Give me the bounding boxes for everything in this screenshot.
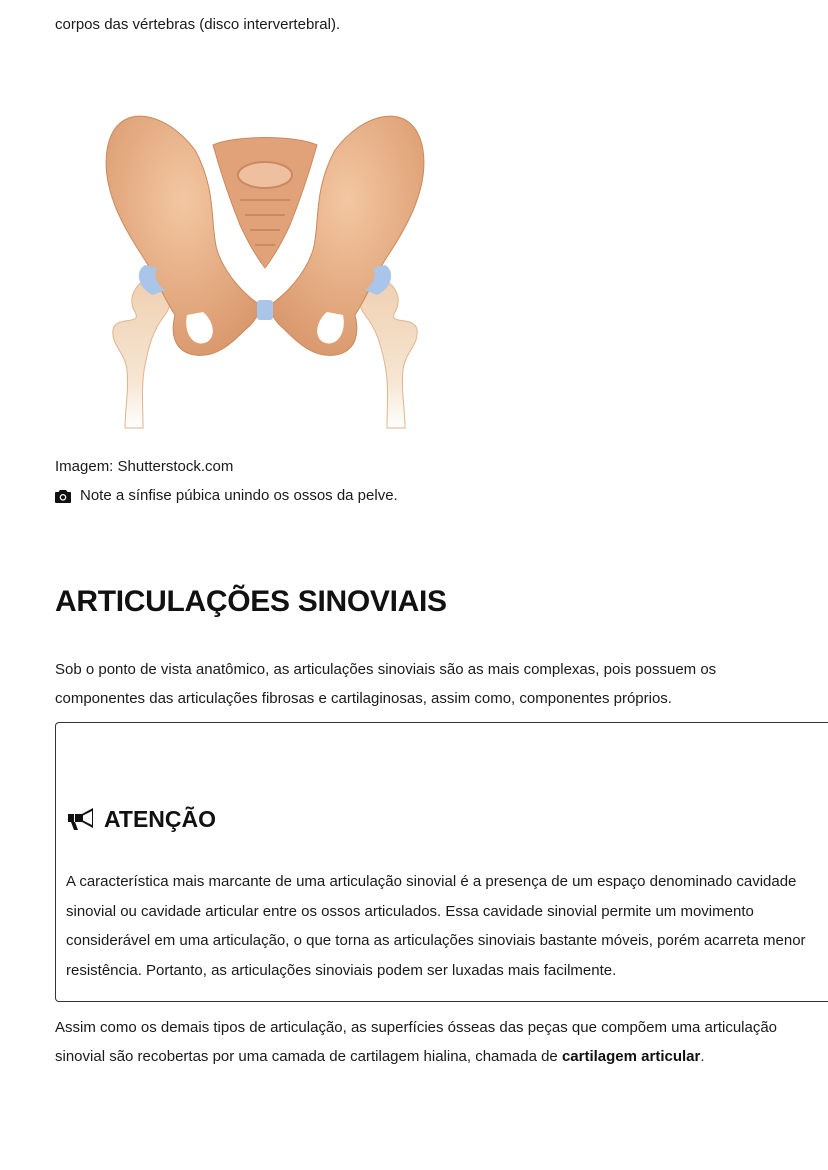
camera-icon — [55, 489, 71, 503]
closing-text-before: Assim como os demais tipos de articulação, as superfícies ósseas das peças que compõem uma articulação sinovial são recobertas por uma camada de cartilagem hialina, chamada de — [55, 1019, 778, 1065]
right-femur — [359, 275, 417, 428]
vertebra-top — [238, 162, 292, 188]
closing-text-after: . — [700, 1048, 705, 1065]
image-note-caption — [55, 481, 398, 510]
image-note-text: Note a sínfise púbica unindo os ossos da pelve. — [80, 487, 398, 504]
image-source-caption: Imagem: Shutterstock.com — [55, 458, 234, 475]
callout-heading-text: ATENÇÃO — [104, 806, 217, 832]
left-femur — [113, 275, 171, 428]
attention-callout — [55, 722, 828, 1002]
callout-heading — [66, 803, 216, 835]
callout-paragraph: A característica mais marcante de uma articulação sinovial é a presença de um espaço denominado cavidade sinovial ou cavidade articular entre os ossos articulados. Essa cavidade sinovial permite um movimento considerável em uma articulação, o que torna as articulações sinoviais bastante móveis, porém acarreta menor resistência. Portanto, as articulações sinoviais podem ser luxadas mais facilmente. — [66, 873, 806, 979]
section-paragraph: Sob o ponto de vista anatômico, as articulações sinoviais são as mais complexas, pois possuem os componentes das articulações fibrosas e cartilaginosas, assim como, componentes próprios. — [55, 661, 717, 707]
megaphone-icon — [66, 807, 96, 831]
closing-paragraph — [55, 1013, 795, 1071]
pelvis-illustration — [95, 90, 435, 430]
pubic-symphysis — [257, 300, 273, 320]
sacrum — [213, 138, 317, 269]
intro-paragraph: corpos das vértebras (disco intervertebral). — [55, 16, 341, 33]
closing-bold-term: cartilagem articular — [561, 1048, 701, 1065]
section-title: ARTICULAÇÕES SINOVIAIS — [55, 585, 447, 618]
